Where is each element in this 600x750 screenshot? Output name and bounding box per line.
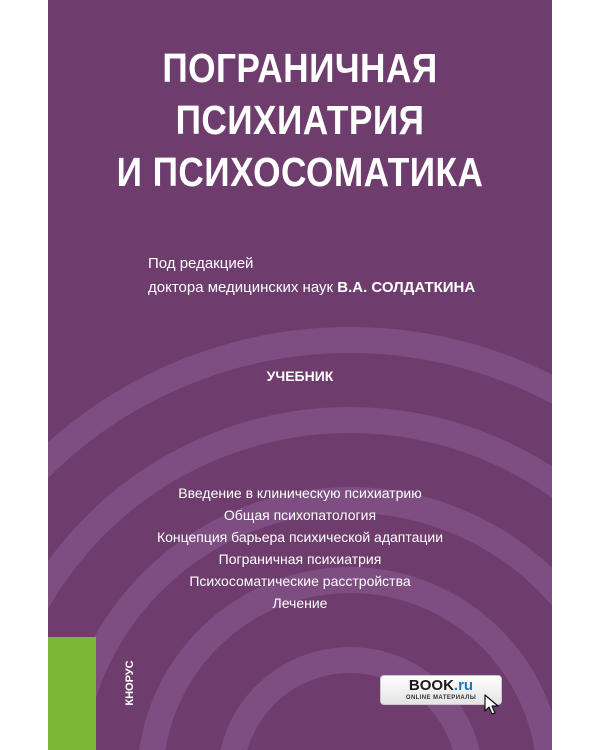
editor-credit: [148, 252, 488, 300]
contents-item: Общая психопатология: [223, 507, 377, 523]
title-line: И ПСИХОСОМАТИКА: [116, 149, 484, 195]
bookru-brand-main: BOOK: [408, 677, 454, 694]
book-cover: [48, 0, 552, 750]
bookru-brand: [381, 678, 501, 694]
bookru-subtitle: ONLINE МАТЕРИАЛЫ: [405, 695, 477, 701]
contents-item: Пограничная психиатрия: [218, 551, 382, 567]
contents-item: Психосоматические расстройства: [189, 573, 411, 589]
mouse-pointer-icon: [484, 694, 500, 716]
contents-item: Лечение: [272, 595, 328, 611]
editor-line-2: [148, 276, 488, 300]
contents-item: Введение в клиническую психиатрию: [178, 485, 422, 501]
publisher-name: КНОРУС: [124, 660, 136, 706]
contents-item: Концепция барьера психической адаптации: [156, 529, 444, 545]
editor-degree: доктора медицинских наук: [148, 279, 334, 296]
arc-ring: [230, 660, 470, 750]
editor-line-1: Под редакцией: [148, 255, 254, 272]
bookru-brand-suffix: .ru: [453, 677, 474, 694]
book-genre: УЧЕБНИК: [266, 368, 334, 384]
title-line: ПСИХИАТРИЯ: [175, 97, 425, 143]
contents-list: [48, 482, 552, 614]
publisher-logo: [122, 648, 138, 718]
book-title: [83, 42, 516, 198]
title-line: ПОГРАНИЧНАЯ: [162, 45, 438, 91]
publisher-color-strip: [48, 637, 96, 750]
editor-name: В.А. СОЛДАТКИНА: [337, 279, 476, 296]
